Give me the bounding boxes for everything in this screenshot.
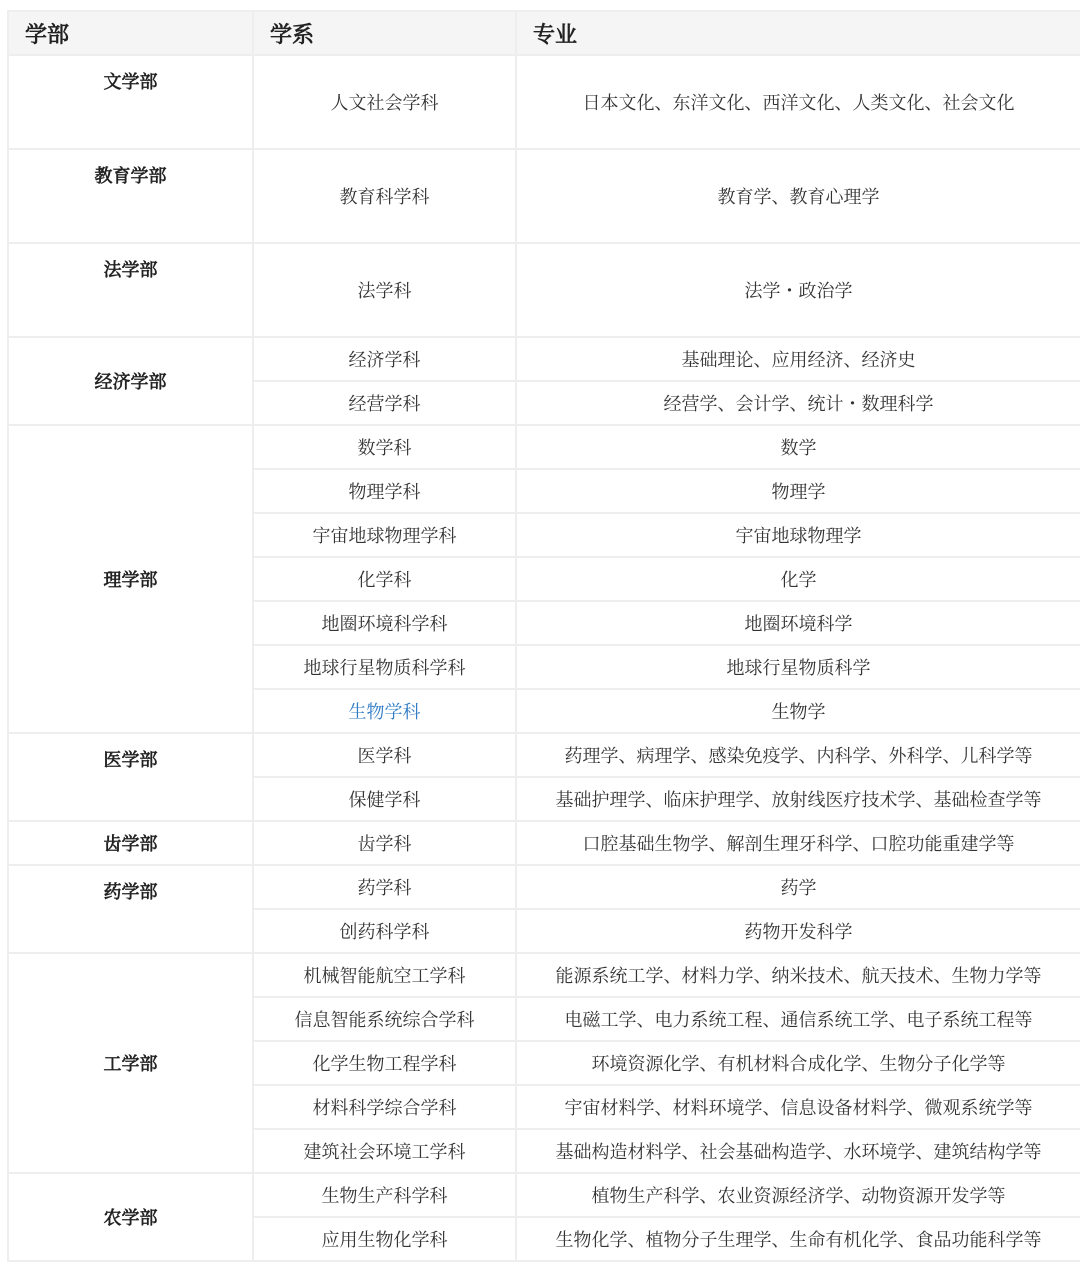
table-row xyxy=(8,1173,1080,1217)
department-cell: 经济学科 xyxy=(253,337,516,381)
major-cell: 口腔基础生物学、解剖生理牙科学、口腔功能重建学等 xyxy=(516,821,1080,865)
major-cell: 宇宙材料学、材料环境学、信息设备材料学、微观系统学等 xyxy=(516,1085,1080,1129)
faculty-cell: 医学部 xyxy=(8,733,253,821)
major-cell: 能源系统工学、材料力学、纳米技术、航天技术、生物力学等 xyxy=(516,953,1080,997)
department-cell: 地圈环境科学科 xyxy=(253,601,516,645)
department-cell: 药学科 xyxy=(253,865,516,909)
department-cell: 经营学科 xyxy=(253,381,516,425)
department-cell: 机械智能航空工学科 xyxy=(253,953,516,997)
major-cell: 宇宙地球物理学 xyxy=(516,513,1080,557)
department-cell: 法学科 xyxy=(253,243,516,337)
biology-department-link[interactable]: 生物学科 xyxy=(253,689,516,733)
major-cell: 法学・政治学 xyxy=(516,243,1080,337)
major-cell: 地球行星物质科学 xyxy=(516,645,1080,689)
department-cell: 化学生物工程学科 xyxy=(253,1041,516,1085)
department-cell: 创药科学科 xyxy=(253,909,516,953)
major-cell: 植物生产科学、农业资源经济学、动物资源开发学等 xyxy=(516,1173,1080,1217)
faculty-cell: 经济学部 xyxy=(8,337,253,425)
department-cell: 教育科学科 xyxy=(253,149,516,243)
table-row xyxy=(8,953,1080,997)
department-cell: 宇宙地球物理学科 xyxy=(253,513,516,557)
faculty-cell: 农学部 xyxy=(8,1173,253,1261)
department-cell: 生物生产科学科 xyxy=(253,1173,516,1217)
table-row xyxy=(8,733,1080,777)
table-header-row xyxy=(8,11,1080,55)
department-cell: 医学科 xyxy=(253,733,516,777)
major-cell: 基础理论、应用经济、经济史 xyxy=(516,337,1080,381)
header-major: 专业 xyxy=(516,11,1080,55)
major-cell: 基础构造材料学、社会基础构造学、水环境学、建筑结构学等 xyxy=(516,1129,1080,1173)
major-cell: 药学 xyxy=(516,865,1080,909)
major-cell: 电磁工学、电力系统工程、通信系统工学、电子系统工程等 xyxy=(516,997,1080,1041)
faculty-cell: 教育学部 xyxy=(8,149,253,243)
department-cell: 化学科 xyxy=(253,557,516,601)
major-cell: 地圈环境科学 xyxy=(516,601,1080,645)
table-row xyxy=(8,425,1080,469)
table-row xyxy=(8,149,1080,243)
major-cell: 化学 xyxy=(516,557,1080,601)
major-cell: 药物开发科学 xyxy=(516,909,1080,953)
major-cell: 经营学、会计学、统计・数理科学 xyxy=(516,381,1080,425)
header-faculty: 学部 xyxy=(8,11,253,55)
faculty-cell: 法学部 xyxy=(8,243,253,337)
major-cell: 日本文化、东洋文化、西洋文化、人类文化、社会文化 xyxy=(516,55,1080,149)
major-cell: 基础护理学、临床护理学、放射线医疗技术学、基础检查学等 xyxy=(516,777,1080,821)
department-cell: 建筑社会环境工学科 xyxy=(253,1129,516,1173)
faculty-cell: 理学部 xyxy=(8,425,253,733)
table-row xyxy=(8,55,1080,149)
department-cell: 信息智能系统综合学科 xyxy=(253,997,516,1041)
faculty-cell: 文学部 xyxy=(8,55,253,149)
table-row xyxy=(8,337,1080,381)
department-cell: 应用生物化学科 xyxy=(253,1217,516,1261)
department-cell: 数学科 xyxy=(253,425,516,469)
major-cell: 数学 xyxy=(516,425,1080,469)
major-cell: 药理学、病理学、感染免疫学、内科学、外科学、儿科学等 xyxy=(516,733,1080,777)
major-cell: 物理学 xyxy=(516,469,1080,513)
department-cell: 人文社会学科 xyxy=(253,55,516,149)
table-row xyxy=(8,243,1080,337)
faculty-cell: 齿学部 xyxy=(8,821,253,865)
header-department: 学系 xyxy=(253,11,516,55)
table-row xyxy=(8,865,1080,909)
major-cell: 环境资源化学、有机材料合成化学、生物分子化学等 xyxy=(516,1041,1080,1085)
department-cell: 保健学科 xyxy=(253,777,516,821)
major-cell: 生物化学、植物分子生理学、生命有机化学、食品功能科学等 xyxy=(516,1217,1080,1261)
table-row xyxy=(8,821,1080,865)
major-cell: 教育学、教育心理学 xyxy=(516,149,1080,243)
major-cell: 生物学 xyxy=(516,689,1080,733)
faculty-cell: 药学部 xyxy=(8,865,253,953)
department-cell: 材料科学综合学科 xyxy=(253,1085,516,1129)
faculty-table xyxy=(7,10,1080,1262)
department-cell: 地球行星物质科学科 xyxy=(253,645,516,689)
department-cell: 物理学科 xyxy=(253,469,516,513)
department-cell: 齿学科 xyxy=(253,821,516,865)
faculty-cell: 工学部 xyxy=(8,953,253,1173)
